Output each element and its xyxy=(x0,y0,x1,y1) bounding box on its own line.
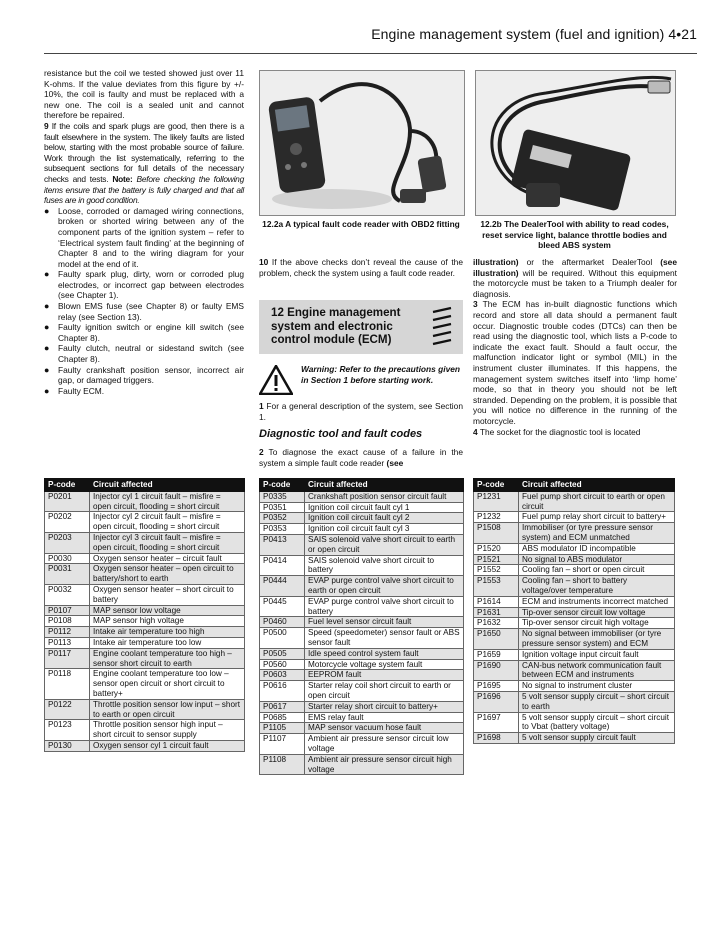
bullet-icon: ● xyxy=(44,364,50,375)
circuit-cell: EEPROM fault xyxy=(305,670,464,681)
table-header-row xyxy=(474,479,675,492)
pcode-cell: P0203 xyxy=(45,532,90,553)
paragraph-1-text: For a general description of the system, see Section 1. xyxy=(259,401,463,422)
table-row xyxy=(45,616,245,627)
table-row xyxy=(474,691,675,712)
pcode-cell: P1232 xyxy=(474,512,519,523)
table-row xyxy=(45,648,245,669)
fault-list-text: Blown EMS fuse (see Chapter 8) or faulty EMS relay (see Section 13). xyxy=(58,301,244,322)
table-row xyxy=(474,618,675,629)
circuit-cell: Idle speed control system fault xyxy=(305,648,464,659)
table-row xyxy=(474,607,675,618)
pcode-cell: P0031 xyxy=(45,564,90,585)
note-label: Note: xyxy=(112,173,133,184)
pcode-cell: P1631 xyxy=(474,607,519,618)
pcode-table-1 xyxy=(44,478,245,752)
spanner-icon xyxy=(431,306,455,348)
pcode-cell: P0352 xyxy=(260,513,305,524)
circuit-cell: Intake air temperature too high xyxy=(90,627,245,638)
paragraph-coil-resistance: resistance but the coil we tested showed just over 11 K-ohms. If the value deviates from this figure by +/- 10%, the coil is faulty and must be replaced with a new one. The coil is a sealed unit and cannot therefore be repaired. xyxy=(44,68,244,121)
circuit-cell: MAP sensor low voltage xyxy=(90,605,245,616)
right-column-text xyxy=(473,257,677,437)
bullet-icon: ● xyxy=(44,322,50,333)
table-row xyxy=(260,681,464,702)
paragraph-number: 9 xyxy=(44,120,49,131)
bullet-icon: ● xyxy=(44,269,50,280)
fault-list-item xyxy=(44,206,244,270)
illustration-reference: illustration) xyxy=(473,257,519,267)
paragraph-1 xyxy=(259,401,463,422)
table-row xyxy=(260,524,464,535)
table-row xyxy=(45,627,245,638)
circuit-cell: Injector cyl 2 circuit fault – misfire = open circuit, flooding = short circuit xyxy=(90,512,245,533)
pcode-cell: P0122 xyxy=(45,699,90,720)
pcode-cell: P0107 xyxy=(45,605,90,616)
warning-box xyxy=(259,364,463,400)
table-row xyxy=(45,553,245,564)
circuit-cell: Engine coolant temperature too high – sensor short circuit to earth xyxy=(90,648,245,669)
circuit-cell: Tip-over sensor circuit high voltage xyxy=(519,618,675,629)
pcode-cell: P1614 xyxy=(474,596,519,607)
pcode-cell: P1659 xyxy=(474,649,519,660)
pcode-cell: P0335 xyxy=(260,491,305,502)
table-row xyxy=(474,512,675,523)
circuit-cell: Tip-over sensor circuit low voltage xyxy=(519,607,675,618)
column-header-circuit: Circuit affected xyxy=(90,479,245,492)
pcode-table-2 xyxy=(259,478,464,775)
table-row xyxy=(260,576,464,597)
column-header-pcode: P-code xyxy=(474,479,519,492)
circuit-cell: No signal to ABS modulator xyxy=(519,554,675,565)
circuit-cell: Fuel pump relay short circuit to battery+ xyxy=(519,512,675,523)
figure-caption-12-2b: 12.2b The DealerTool with ability to read codes, reset service light, balance throttle bodies and bleed ABS system xyxy=(480,219,669,251)
circuit-cell: ECM and instruments incorrect matched xyxy=(519,596,675,607)
circuit-cell: Speed (speedometer) sensor fault or ABS sensor fault xyxy=(305,628,464,649)
table-row xyxy=(474,543,675,554)
circuit-cell: Starter relay short circuit to battery+ xyxy=(305,701,464,712)
circuit-cell: Cooling fan – short or open circuit xyxy=(519,565,675,576)
table-row xyxy=(45,740,245,751)
fault-list-item xyxy=(44,269,244,301)
column-header-circuit: Circuit affected xyxy=(305,479,464,492)
circuit-cell: Starter relay coil short circuit to earth or open circuit xyxy=(305,681,464,702)
paragraph-2 xyxy=(259,447,463,468)
circuit-cell: Intake air temperature too low xyxy=(90,637,245,648)
table-row xyxy=(474,649,675,660)
pcode-cell: P0112 xyxy=(45,627,90,638)
circuit-cell: Fuel pump short circuit to earth or open circuit xyxy=(519,491,675,512)
pcode-cell: P0117 xyxy=(45,648,90,669)
fault-list-text: Faulty spark plug, dirty, worn or corroded plug electrodes, or incorrect gap between electrodes (see Chapter 1). xyxy=(58,269,244,301)
table-row xyxy=(260,555,464,576)
table-row xyxy=(45,720,245,741)
circuit-cell: EMS relay fault xyxy=(305,712,464,723)
pcode-cell: P1520 xyxy=(474,543,519,554)
pcode-cell: P0353 xyxy=(260,524,305,535)
fault-list-item xyxy=(44,365,244,386)
bullet-icon: ● xyxy=(44,343,50,354)
table-row xyxy=(260,617,464,628)
table-row xyxy=(474,712,675,733)
circuit-cell: Injector cyl 3 circuit fault – misfire = open circuit, flooding = short circuit xyxy=(90,532,245,553)
pcode-cell: P0130 xyxy=(45,740,90,751)
circuit-cell: MAP sensor vacuum hose fault xyxy=(305,723,464,734)
see-reference: (see xyxy=(386,457,404,468)
paragraph-number: 2 xyxy=(259,447,264,457)
circuit-cell: 5 volt sensor supply circuit – short circuit to Vbat (battery voltage) xyxy=(519,712,675,733)
table-row xyxy=(260,534,464,555)
pcode-cell: P1552 xyxy=(474,565,519,576)
fault-list-text: Faulty ignition switch or engine kill switch (see Chapter 8). xyxy=(58,322,244,343)
circuit-cell: Motorcycle voltage system fault xyxy=(305,659,464,670)
circuit-cell: Engine coolant temperature too low – sensor open circuit or short circuit to battery+ xyxy=(90,669,245,699)
circuit-cell: No signal to instrument cluster xyxy=(519,681,675,692)
pcode-cell: P0445 xyxy=(260,596,305,617)
circuit-cell: Ignition voltage input circuit fault xyxy=(519,649,675,660)
table-row xyxy=(45,605,245,616)
fault-list-item xyxy=(44,301,244,322)
table-row xyxy=(260,491,464,502)
pcode-cell: P0202 xyxy=(45,512,90,533)
table-row xyxy=(474,733,675,744)
pcode-cell: P0685 xyxy=(260,712,305,723)
section-title: 12 Engine management system and electronic control module (ECM) xyxy=(271,306,401,347)
pcode-cell: P0351 xyxy=(260,502,305,513)
pcode-cell: P1521 xyxy=(474,554,519,565)
pcode-cell: P0201 xyxy=(45,491,90,512)
pcode-cell: P1632 xyxy=(474,618,519,629)
warning-text xyxy=(301,364,463,385)
circuit-cell: Crankshaft position sensor circuit fault xyxy=(305,491,464,502)
pcode-cell: P0460 xyxy=(260,617,305,628)
paragraph-9 xyxy=(44,121,244,206)
paragraph-10-text: If the above checks don’t reveal the cause of the problem, check the system using a fault code reader. xyxy=(259,257,463,278)
table-row xyxy=(474,681,675,692)
table-row xyxy=(474,596,675,607)
pcode-cell: P0500 xyxy=(260,628,305,649)
pcode-cell: P0616 xyxy=(260,681,305,702)
table-row xyxy=(474,491,675,512)
table-row xyxy=(474,565,675,576)
pcode-cell: P1650 xyxy=(474,629,519,650)
table-row xyxy=(474,660,675,681)
fault-list-text: Faulty ECM. xyxy=(58,385,105,396)
pcode-cell: P0414 xyxy=(260,555,305,576)
table-row xyxy=(260,734,464,755)
pcode-cell: P1696 xyxy=(474,691,519,712)
circuit-cell: Ignition coil circuit fault cyl 1 xyxy=(305,502,464,513)
table-row xyxy=(260,628,464,649)
circuit-cell: EVAP purge control valve short circuit to earth or open circuit xyxy=(305,576,464,597)
fault-list-item xyxy=(44,386,244,397)
table-row xyxy=(45,512,245,533)
pcode-cell: P0108 xyxy=(45,616,90,627)
table-row xyxy=(45,532,245,553)
pcode-cell: P0030 xyxy=(45,553,90,564)
table-row xyxy=(260,659,464,670)
table-row xyxy=(260,712,464,723)
page-title: Engine management system (fuel and ignition) 4•21 xyxy=(371,26,697,42)
paragraph-10 xyxy=(259,257,463,278)
pcode-cell: P1508 xyxy=(474,523,519,544)
bullet-icon: ● xyxy=(44,205,50,216)
circuit-cell: SAIS solenoid valve short circuit to battery xyxy=(305,555,464,576)
table-row xyxy=(260,596,464,617)
pcode-cell: P1697 xyxy=(474,712,519,733)
column-header-pcode: P-code xyxy=(45,479,90,492)
table-row xyxy=(260,502,464,513)
paragraph-9-text: If the coils and spark plugs are good, then there is a fault elsewhere in the system. The likely faults are listed below, starting with the most probable source of failure. Work through the list systematically, referring to the subsequent sections for full details of the necessary checks and tests. xyxy=(44,120,245,184)
fault-list-item xyxy=(44,343,244,364)
section-12-heading xyxy=(259,300,463,354)
paragraph-4-text: The socket for the diagnostic tool is located xyxy=(479,426,641,437)
paragraph-number: 3 xyxy=(473,299,478,310)
circuit-cell: Injector cyl 1 circuit fault – misfire = open circuit, flooding = short circuit xyxy=(90,491,245,512)
fault-list-text: Faulty clutch, neutral or sidestand switch (see Chapter 8). xyxy=(58,343,244,365)
pcode-cell: P1108 xyxy=(260,754,305,775)
pcode-cell: P1105 xyxy=(260,723,305,734)
circuit-cell: Oxygen sensor heater – open circuit to battery/short to earth xyxy=(90,564,245,585)
left-column xyxy=(44,68,244,396)
circuit-cell: 5 volt sensor supply circuit fault xyxy=(519,733,675,744)
table-row xyxy=(474,554,675,565)
table-row xyxy=(260,754,464,775)
fault-list xyxy=(44,206,244,397)
table-row xyxy=(45,669,245,699)
paragraph-number: 4 xyxy=(473,426,478,437)
fault-list-text: Faulty crankshaft position sensor, incorrect air gap, or damaged triggers. xyxy=(58,364,244,386)
table-row xyxy=(45,491,245,512)
circuit-cell: No signal between immobiliser (or tyre pressure sensor system) and ECM xyxy=(519,629,675,650)
pcode-cell: P0505 xyxy=(260,648,305,659)
table-row xyxy=(260,513,464,524)
circuit-cell: SAIS solenoid valve short circuit to earth or open circuit xyxy=(305,534,464,555)
table-row xyxy=(474,576,675,597)
pcode-cell: P0617 xyxy=(260,701,305,712)
figure-caption-12-2a: 12.2a A typical fault code reader with OBD2 fitting xyxy=(262,219,460,229)
table-row xyxy=(474,629,675,650)
pcode-cell: P1690 xyxy=(474,660,519,681)
fault-list-text: Loose, corroded or damaged wiring connections, broken or shorted wiring between any of the component parts of the ignition system – refer to ‘Electrical system fault finding’ at the beginning of Chapter 8 and to the wiring diagram for your model at the end of it. xyxy=(58,205,244,269)
circuit-cell: ABS modulator ID incompatible xyxy=(519,543,675,554)
table-row xyxy=(474,523,675,544)
paragraph-3-text: The ECM has in-built diagnostic functions which record and store all data should a permanent fault occur. Diagnostic trouble codes (DTCs) can then be read using the diagnostic tool, which lists a P-code to indicate the exact fault. Should a fault occur, the malfunction indicator light or symbol (MIL) in the instrument cluster illuminates. If this happens, the management system switches itself into ‘limp home’ mode, so that in theory you should not be left stranded. Depending on the problem, it is possible that you will notice no difference in the running of the motorcycle. xyxy=(473,299,677,426)
circuit-cell: Throttle position sensor high input – short circuit to sensor supply xyxy=(90,720,245,741)
paragraph-2-continued: or the aftermarket DealerTool xyxy=(526,257,653,267)
pcode-cell: P0444 xyxy=(260,576,305,597)
subheading-diagnostic-tool: Diagnostic tool and fault codes xyxy=(259,428,423,440)
page-header xyxy=(44,26,697,48)
paragraph-2-continued: will be required. Without this equipment the motorcycle must be taken to a Triumph dealer for diagnosis. xyxy=(473,267,678,299)
photo-dealertool xyxy=(475,70,676,216)
circuit-cell: MAP sensor high voltage xyxy=(90,616,245,627)
pcode-cell: P1107 xyxy=(260,734,305,755)
bullet-icon: ● xyxy=(44,301,50,312)
pcode-cell: P1231 xyxy=(474,491,519,512)
column-header-pcode: P-code xyxy=(260,479,305,492)
table-row xyxy=(45,564,245,585)
header-rule xyxy=(44,53,697,54)
pcode-table-3 xyxy=(473,478,675,744)
circuit-cell: Fuel level sensor circuit fault xyxy=(305,617,464,628)
column-header-circuit: Circuit affected xyxy=(519,479,675,492)
circuit-cell: 5 volt sensor supply circuit – short circuit to earth xyxy=(519,691,675,712)
paragraph-number: 1 xyxy=(259,401,264,411)
pcode-cell: P0113 xyxy=(45,637,90,648)
pcode-cell: P0560 xyxy=(260,659,305,670)
circuit-cell: Ignition coil circuit fault cyl 3 xyxy=(305,524,464,535)
pcode-cell: P0603 xyxy=(260,670,305,681)
table-row xyxy=(260,670,464,681)
circuit-cell: Oxygen sensor cyl 1 circuit fault xyxy=(90,740,245,751)
paragraph-number: 10 xyxy=(259,257,269,267)
circuit-cell: Cooling fan – short to battery voltage/over temperature xyxy=(519,576,675,597)
table-row xyxy=(260,648,464,659)
table-row xyxy=(260,723,464,734)
table-row xyxy=(45,584,245,605)
pcode-cell: P0118 xyxy=(45,669,90,699)
circuit-cell: Throttle position sensor low input – short to earth or open circuit xyxy=(90,699,245,720)
pcode-cell: P0123 xyxy=(45,720,90,741)
circuit-cell: Oxygen sensor heater – circuit fault xyxy=(90,553,245,564)
bullet-icon: ● xyxy=(44,385,50,396)
circuit-cell: Oxygen sensor heater – short circuit to battery xyxy=(90,584,245,605)
table-header-row xyxy=(260,479,464,492)
pcode-cell: P1553 xyxy=(474,576,519,597)
paragraph-2-text: To diagnose the exact cause of a failure in the system a simple fault code reader xyxy=(259,447,463,468)
note-text: Before checking the following items ensure that the battery is fully charged and that all fuses are in good condition. xyxy=(44,173,244,206)
photo-fault-code-reader xyxy=(259,70,465,216)
circuit-cell: Immobiliser (or tyre pressure sensor system) and ECM unmatched xyxy=(519,523,675,544)
warning-body: Refer to the precautions given in Section 1 before starting work. xyxy=(301,364,460,385)
table-row xyxy=(45,699,245,720)
circuit-cell: CAN-bus network communication fault between ECM and instruments xyxy=(519,660,675,681)
circuit-cell: Ambient air pressure sensor circuit high voltage xyxy=(305,754,464,775)
pcode-cell: P0413 xyxy=(260,534,305,555)
illustration-reference: (see illustration) xyxy=(473,257,677,278)
warning-triangle-icon xyxy=(259,365,293,395)
fault-list-item xyxy=(44,322,244,343)
warning-label: Warning: xyxy=(301,364,338,374)
pcode-cell: P1698 xyxy=(474,733,519,744)
pcode-cell: P0032 xyxy=(45,584,90,605)
circuit-cell: Ignition coil circuit fault cyl 2 xyxy=(305,513,464,524)
pcode-cell: P1695 xyxy=(474,681,519,692)
table-row xyxy=(45,637,245,648)
circuit-cell: Ambient air pressure sensor circuit low voltage xyxy=(305,734,464,755)
table-header-row xyxy=(45,479,245,492)
table-row xyxy=(260,701,464,712)
circuit-cell: EVAP purge control valve short circuit to battery xyxy=(305,596,464,617)
